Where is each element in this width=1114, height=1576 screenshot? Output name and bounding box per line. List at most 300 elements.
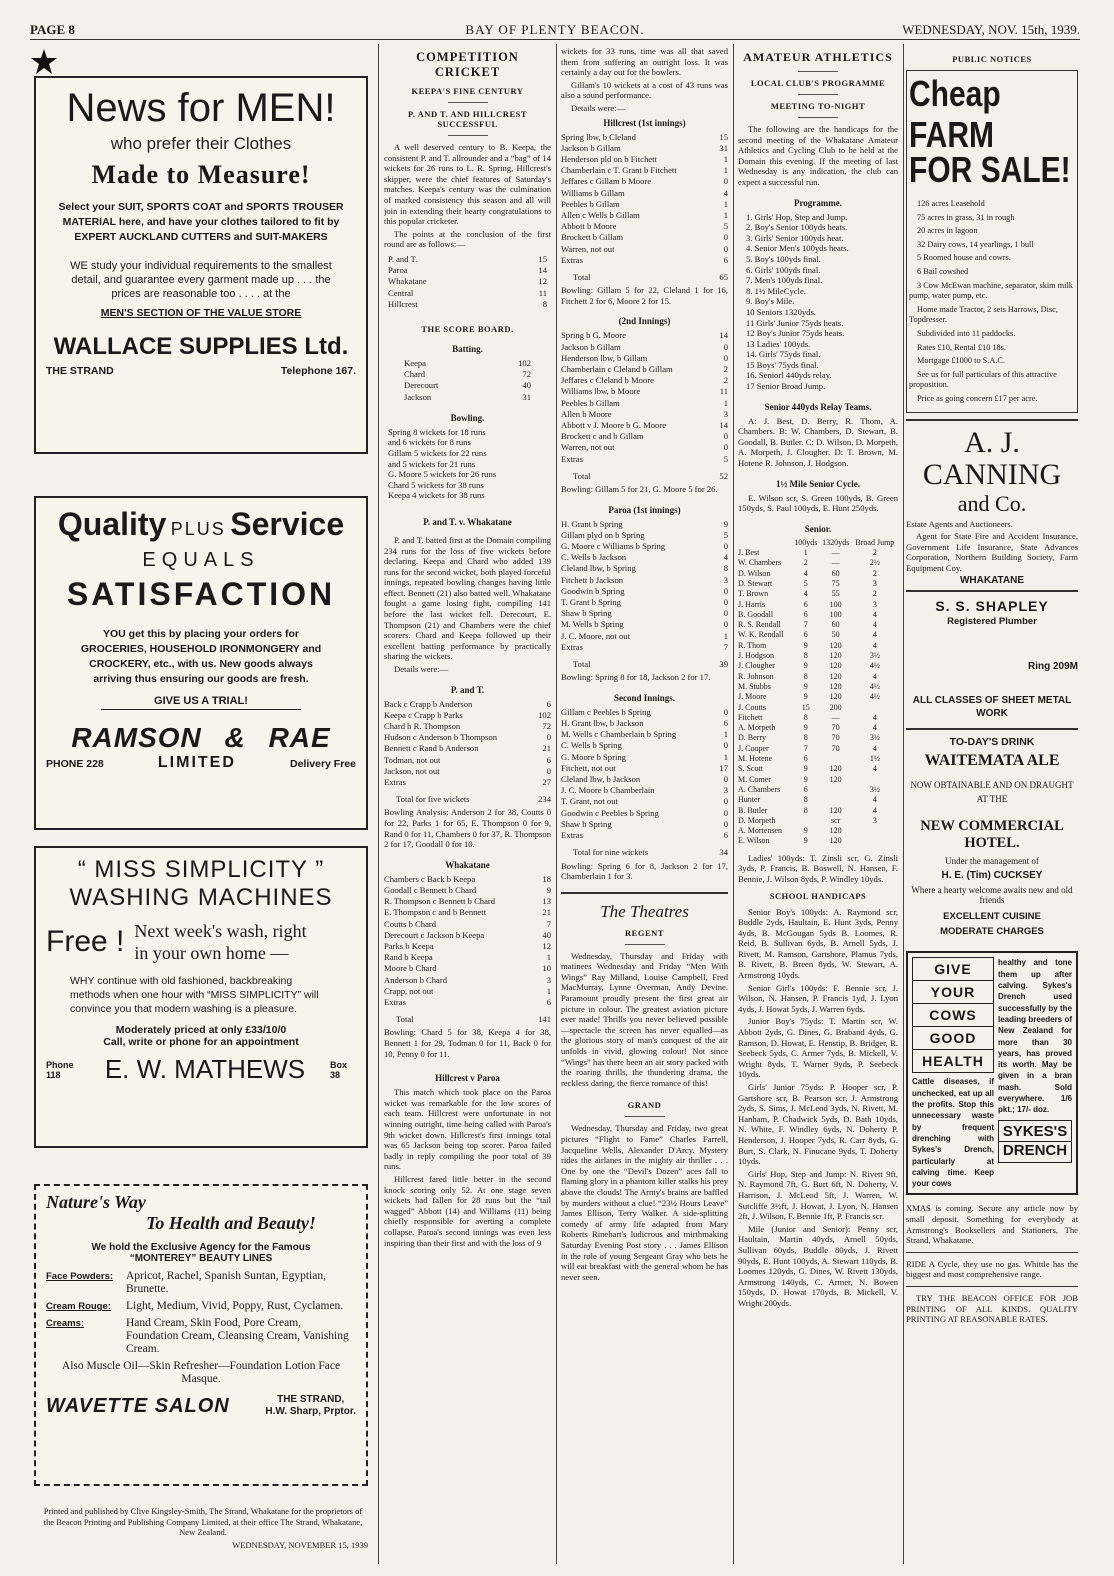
list-item [561, 442, 728, 453]
item-value: 6 [546, 754, 551, 765]
table-row [738, 723, 898, 733]
athlete-name: D. Wilson [738, 568, 771, 578]
item-label: Goodall c Bennett b Chard [384, 885, 477, 896]
handicap-cell: 3½ [869, 651, 880, 661]
ale-line-4: NEW COMMERCIAL HOTEL. [920, 818, 1064, 852]
xmas-notice: XMAS is coming. Secure any article now by small deposit. Something for everybody at Armstrong's Booksellers and Stationers, The Strand, Whakatane. [906, 1203, 1078, 1246]
ad-made-to-measure: Made to Measure! [91, 160, 311, 189]
item-value: 1 [546, 985, 551, 996]
table-row [738, 641, 898, 651]
handicap-cell: 7 [803, 620, 808, 630]
table-row [738, 620, 898, 630]
ad-wavette-salon [34, 1184, 368, 1486]
ad-monterey: “MONTEREY” BEAUTY LINES [129, 1253, 273, 1264]
list-item [384, 885, 551, 896]
table-row [738, 775, 898, 785]
list-item [384, 777, 551, 788]
item-value: 6 [723, 830, 728, 841]
ad-address: THE STRAND [46, 365, 114, 377]
table-header: Broad Jump [855, 537, 895, 547]
handicap-cell: 60 [831, 620, 840, 630]
programme-list [746, 212, 898, 392]
list-item [561, 530, 728, 541]
ad-ampersand: & [224, 722, 246, 753]
handicap-cell: 8 [803, 671, 808, 681]
athlete-name: Fitchett [738, 712, 763, 722]
ad-equals: EQUALS [142, 549, 260, 571]
table-row [738, 661, 898, 671]
ale-line-8: EXCELLENT CUISINE [943, 911, 1041, 923]
list-item: 3 Cow McEwan machine, separator, skim milk pump, water pump, etc. [909, 280, 1073, 301]
ad-subheadline: who prefer their Clothes [110, 134, 292, 153]
athletics-para: The following are the handicaps for the second meeting of the Whakatane Amateur Athletics and Cycling Club to be held at the Domain this evening. If the meeting of last Wednesday is any indication, the club can expect a successful run. [738, 124, 898, 187]
table-row [738, 785, 898, 795]
sykes-left-text: Cattle diseases, if unchecked, eat up all the profits. Stop this unnecessary waste by frequent drenching with Sykes's Drench, particularly at calving time. Keep your cows [912, 1077, 994, 1189]
ad-ramson-phone: PHONE 228 [46, 758, 104, 770]
item-value: 7 [546, 918, 551, 929]
ad-product-text: Hand Cream, Skin Food, Pore Cream, Foundation Cream, Cleansing Cream, Vanishing Cream. [126, 1317, 349, 1355]
list-item: 2. Boy's Senior 100yds heats. [746, 222, 848, 233]
table-row [738, 764, 898, 774]
item-label: Henderson pld on b Fitchett [561, 153, 657, 164]
scorecard [561, 330, 728, 464]
table-row [738, 795, 898, 805]
handicap-cell [852, 836, 898, 846]
item-value: 1 [723, 153, 728, 164]
item-label: Spring b G. Moore [561, 330, 626, 341]
item-value: 2 [723, 364, 728, 374]
table-header: 1320yds [822, 537, 850, 547]
table-row [738, 548, 898, 558]
item-value: 7 [723, 641, 728, 652]
handicap-cell: 4½ [869, 681, 880, 691]
ads-column [30, 44, 372, 1564]
ale-line-2: WAITEMATA ALE [924, 752, 1060, 770]
list-item [384, 930, 551, 941]
scorecard [384, 874, 551, 1008]
handicap-cell: 9 [803, 826, 808, 836]
ale-line-3: NOW OBTAINABLE AND ON DRAUGHT AT THE [910, 780, 1074, 805]
item-label: Extras [561, 453, 583, 464]
handicap-cell: 4 [872, 805, 877, 815]
item-value: 12 [538, 276, 547, 287]
canning-co: and Co. [957, 490, 1027, 516]
athlete-name: S. Scott [738, 764, 763, 774]
table-row [738, 600, 898, 610]
ad-rae-name: RAE [268, 722, 331, 753]
handicap-cell [820, 785, 852, 795]
handicap-cell: 4 [872, 712, 877, 722]
list-item [388, 299, 547, 310]
item-label: Brockett b Gillam [561, 232, 624, 243]
item-value: 31 [719, 142, 728, 153]
list-item [561, 796, 728, 807]
athletics-subtitle: LOCAL CLUB'S PROGRAMME [750, 78, 886, 88]
item-label: C. Wells b Jackson [561, 552, 627, 563]
give-word: GIVE [912, 957, 994, 981]
item-value: 1 [723, 751, 728, 762]
list-item [388, 265, 547, 276]
handicap-cell: 1 [803, 548, 808, 558]
ad-product-row [46, 1270, 356, 1296]
handicap-cell: 4 [803, 589, 808, 599]
list-item: 9. Boy's Mile. [746, 296, 795, 307]
list-item [561, 763, 728, 774]
item-value: 17 [719, 762, 728, 773]
scorecard-total: Total 52 [573, 470, 728, 481]
handicap-cell: 9 [803, 640, 808, 650]
list-item [384, 941, 551, 952]
list-item [561, 752, 728, 763]
item-label: G. Moore b Spring [561, 751, 626, 762]
item-value: 9 [546, 885, 551, 896]
handicap-cell: 8 [803, 733, 808, 743]
list-item [561, 519, 728, 530]
handicap-cell: 7 [803, 743, 808, 753]
item-label: Todman, not out [384, 754, 441, 765]
farm-headline-2: FOR SALE! [909, 151, 1071, 191]
handicap-cell: 4 [872, 795, 877, 805]
item-value: 1 [546, 952, 551, 963]
ad-ramson-body: YOU get this by placing your orders for GROCERIES, HOUSEHOLD IRONMONGERY and CROCKERY, etc., with us. New goods always arriving thus ensuring our goods are fresh. [80, 628, 322, 685]
table-row [738, 610, 898, 620]
cricket-title: COMPETITION CRICKET [416, 50, 519, 79]
innings-title: Hillcrest (1st innings) [603, 117, 686, 128]
handicap-cell: 120 [829, 826, 842, 836]
list-item [384, 874, 551, 885]
printing-notice: TRY THE BEACON OFFICE FOR JOB PRINTING OF ALL KINDS. QUALITY PRINTING AT REASONABLE RATES. [906, 1293, 1078, 1325]
ad-own-home: in your own home — [134, 943, 289, 963]
item-label: Derecourt [404, 380, 439, 391]
list-item [561, 386, 728, 397]
farm-details [909, 199, 1075, 405]
item-label: C. Wells b Spring [561, 740, 622, 751]
item-label: Peebles b Gillam [561, 198, 620, 209]
item-value: 0 [723, 619, 728, 630]
item-value: 5 [723, 453, 728, 464]
handicap-cell: 50 [831, 630, 840, 640]
item-label: Goodwin c Peebles b Spring [561, 807, 659, 818]
handicap-cell: 120 [829, 836, 842, 846]
handicap-cell [852, 775, 898, 785]
handicap-cell: 120 [829, 671, 842, 681]
item-label: Allen b Moore [561, 408, 612, 419]
item-label: Paroa [388, 265, 408, 276]
item-label: Jackson, not out [384, 765, 440, 776]
item-label: J. C. Moore, not out [561, 630, 630, 641]
cricket-para: The points at the conclusion of the first round are as follows:— [384, 228, 551, 250]
list-item [561, 132, 728, 143]
item-label: Henderson lbw, b Gillam [561, 352, 648, 363]
shapley-phone: Ring 209M [1027, 661, 1078, 673]
scorecard-total: Total for nine wickets 34 [573, 847, 728, 858]
table-row [738, 806, 898, 816]
item-value: 0 [723, 243, 728, 254]
handicap-cell: 4 [872, 743, 877, 753]
list-item [561, 642, 728, 653]
ad-delivery: Delivery Free [290, 758, 356, 770]
item-value: 0 [723, 774, 728, 785]
match-title: P. and T. v. Whakatane [423, 516, 512, 527]
handicap-cell: 2 [872, 568, 877, 578]
item-value: 0 [723, 597, 728, 608]
list-item [561, 541, 728, 552]
handicap-cell: 200 [829, 702, 842, 712]
handicap-cell: 3 [872, 815, 877, 825]
handicap-cell: 70 [831, 723, 840, 733]
item-value: 13 [542, 896, 551, 907]
theatres-title: The Theatres [600, 901, 689, 921]
athlete-name: M. Comer [738, 774, 771, 784]
item-label: M. Wells b Spring [561, 619, 624, 630]
theatre-para: Wednesday, Thursday and Friday with matinees Wednesday and Friday “Men With Wings” Ray Milland, Louise Campbell, Fred MacMurray, Lynne Overman, Andy Devine. Paramount proudly present the first great air picture in colour. The greatest aviation picture ever made! Thrills you never believed possible —spectacle the screen has never equalled—as the glorious story of man's conquest of the air unfolds in vivid, glowing colour! Not since “Wings” has there been an air story packed with the roaring thrills, the thundering drama, the reckless daring, the fierce romance of this! [561, 950, 728, 1088]
ad-ramson-rae [34, 496, 368, 830]
ad-service: Service [230, 506, 345, 542]
handicap-cell: 120 [829, 764, 842, 774]
handicap-cell: — [831, 558, 840, 568]
item-label: Goodwin b Spring [561, 585, 625, 596]
shapley-ad [906, 590, 1078, 720]
item-label: Back c Crapp b Anderson [384, 698, 473, 709]
bowling-analysis: Bowling Analysis: Anderson 2 for 38, Coutts 0 for 22, Parks 1 for 65, E. Thompson 0 for 9, Rand 0 for 11, Chambers 0 for 37, R. Thompson 2 for 17, Goodall 0 for 10. [384, 807, 551, 850]
ad-limited: LIMITED [157, 754, 236, 771]
ad-call: Call, write or phone for an appointment [103, 1036, 299, 1048]
list-item [561, 255, 728, 266]
list-item [384, 997, 551, 1008]
list-item: 126 acres Leasehold [917, 199, 985, 208]
list-item [404, 369, 531, 380]
athlete-name: B. Butler [738, 805, 768, 815]
list-item: Subdivided into 11 paddocks. [917, 328, 1016, 338]
ad-salon-address: THE STRAND, [277, 1394, 345, 1405]
handicap-cell: 8 [803, 651, 808, 661]
list-item [561, 364, 728, 375]
athlete-name: W. Chambers [738, 558, 782, 568]
athlete-name: J. Clougher [738, 661, 775, 671]
list-item [561, 330, 728, 341]
column-rule [556, 44, 557, 1564]
list-item [561, 143, 728, 154]
shapley-name: S. S. SHAPLEY [935, 598, 1049, 615]
list-item [561, 188, 728, 199]
handicap-cell: 3½ [869, 733, 880, 743]
bowling-title: Bowling. [450, 412, 485, 423]
list-item [384, 986, 551, 997]
handicap-cell: 9 [803, 723, 808, 733]
athlete-name: M. Hotene [738, 754, 773, 764]
ad-miss-simplicity [34, 846, 368, 1148]
list-item [384, 919, 551, 930]
ad-product-row [46, 1300, 356, 1313]
list-item [561, 575, 728, 586]
handicap-cell: 4 [872, 630, 877, 640]
imprint: Printed and published by Clive Kingsley-Smith, The Strand, Whakatane for the proprietors of the Beacon Printing and Publishing Company Limited, at their office The Strand, Whakatane, New Zealand. [43, 1506, 363, 1538]
item-value: 0 [723, 442, 728, 453]
sykes-brand: SYKES'S [1002, 1122, 1068, 1140]
table-row [738, 630, 898, 640]
scorecard-total: Total for five wickets 234 [396, 794, 551, 805]
handicap-cell: scr [830, 815, 841, 825]
athlete-name: A. Mortensen [738, 826, 782, 836]
handicap-cell: 15 [801, 702, 810, 712]
bowling-analysis: Bowling: Chard 5 for 38, Keepa 4 for 38, Bennett 1 for 29, Todman 0 for 11, Back 0 for 10, Penny 0 for 11. [384, 1027, 551, 1059]
item-label: Chamberlain c T. Grant b Fitchett [561, 165, 677, 176]
handicap-cell: 3 [872, 599, 877, 609]
handicap-cell: 2 [872, 548, 877, 558]
table-row [738, 733, 898, 743]
item-value: 72 [542, 721, 551, 732]
list-item [384, 907, 551, 918]
handicap-cell: 60 [831, 568, 840, 578]
item-value: 14 [719, 420, 728, 431]
item-value: 4 [723, 187, 728, 198]
handicap-cell: 9 [803, 661, 808, 671]
list-item [388, 288, 547, 299]
list-item: Mortgage £1000 to S.A.C. [917, 356, 1006, 366]
athlete-name: J. Hodgson [738, 651, 775, 661]
item-label: Hudson c Anderson b Thompson [384, 732, 497, 743]
item-label: Jackson [404, 391, 432, 402]
list-item: 8. 1½ MileCycle. [746, 285, 806, 296]
ad-product-text: Apricot, Rachel, Spanish Suntan, Egyptian, Brunette. [126, 1270, 326, 1295]
item-label: H. Grant lbw, b Jackson [561, 718, 644, 729]
handicap-cell: 4½ [869, 692, 880, 702]
item-value: 6 [723, 254, 728, 265]
list-item: 20 acres in lagoon [917, 226, 978, 236]
item-value: 0 [546, 732, 551, 743]
athletics-meeting: MEETING TO-NIGHT [770, 101, 866, 111]
item-label: Cleland lbw, b Jackson [561, 774, 641, 785]
list-item: 4. Senior Men's 100yds heats. [746, 243, 849, 254]
list-item: 12 Boy's Junior 75yds heats. [746, 328, 845, 339]
list-item [384, 963, 551, 974]
cycle-title: 1½ Mile Senior Cycle. [775, 478, 861, 489]
handicap-cell: 9 [803, 681, 808, 691]
innings-title: Second Innings. [613, 692, 676, 703]
item-value: 0 [723, 431, 728, 442]
item-label: Spring lbw, b Cleland [561, 131, 636, 142]
shapley-role: Registered Plumber [947, 616, 1037, 628]
handicap-cell: 9 [803, 764, 808, 774]
item-label: H. Grant b Spring [561, 518, 623, 529]
list-item [561, 819, 728, 830]
handicap-cell: 9 [803, 836, 808, 846]
cycle-handicaps: E. Wilson scr, S. Green 100yds, B. Green 150yds, S. Paul 100yds, E. Hunt 250yds. [738, 492, 898, 514]
ad-mathews: E. W. MATHEWS [104, 1054, 306, 1084]
ad-salon-name: WAVETTE SALON [46, 1394, 230, 1417]
table-row [738, 703, 898, 713]
handicap-cell: 8 [803, 712, 808, 722]
item-value: 1 [723, 397, 728, 408]
list-item [384, 975, 551, 986]
ad-free: Free ! [46, 925, 125, 958]
item-value: 6 [723, 718, 728, 729]
ale-line-5: Under the management of [945, 856, 1039, 867]
handicap-cell: 120 [829, 774, 842, 784]
scoreboard-title: THE SCORE BOARD. [421, 323, 514, 334]
item-value: 27 [542, 777, 551, 788]
sykes-product: DRENCH [999, 1141, 1071, 1160]
list-item [561, 707, 728, 718]
scorecard [561, 519, 728, 653]
item-value: 102 [518, 357, 531, 368]
handicap-cell: 4½ [869, 661, 880, 671]
table-row [738, 836, 898, 846]
table-row [738, 672, 898, 682]
item-label: Rand b Keepa [384, 952, 433, 963]
cricket-subtitle: KEEPA'S FINE CENTURY [411, 86, 524, 96]
ad-plus: PLUS [170, 519, 226, 539]
list-item [404, 358, 531, 369]
item-label: Jackson b Gillam [561, 341, 621, 352]
athlete-name: D. Morpeth [738, 815, 776, 825]
item-label: P. and T. [388, 253, 418, 264]
handicap-cell: 4 [872, 640, 877, 650]
ad-satisfaction: SATISFACTION [66, 576, 336, 612]
athlete-name: W. K. Rendall [738, 630, 784, 640]
list-item [561, 454, 728, 465]
item-value: 18 [542, 873, 551, 884]
scorecard [561, 707, 728, 841]
table-row [738, 579, 898, 589]
list-item [388, 254, 547, 265]
list-item [561, 210, 728, 221]
list-item [384, 755, 551, 766]
handicap-cell: 2 [803, 558, 808, 568]
item-value: 11 [538, 287, 547, 298]
item-value: 3 [546, 974, 551, 985]
handicap-cell: — [831, 712, 840, 722]
item-label: Crapp, not out [384, 985, 434, 996]
handicap-cell: 4 [872, 620, 877, 630]
athlete-name: D. Berry [738, 733, 766, 743]
handicap-cell: — [831, 548, 840, 558]
item-label: Abbott b Moore [561, 221, 617, 232]
ad-next-week: Next week's wash, right [134, 921, 307, 941]
item-label: Extras [561, 641, 583, 652]
list-item [561, 154, 728, 165]
ad-headline: News for MEN! [66, 86, 336, 130]
athlete-name: T. Brown [738, 589, 769, 599]
athlete-name: D. Stewart [738, 579, 773, 588]
list-item [388, 276, 547, 287]
athlete-name: E. Wilson [738, 836, 770, 846]
innings-title: Paroa (1st innings) [608, 504, 681, 515]
item-label: Chard b R. Thompson [384, 721, 461, 732]
shapley-service: ALL CLASSES OF SHEET METAL WORK [912, 695, 1072, 720]
item-value: 0 [723, 352, 728, 363]
item-label: Extras [384, 997, 406, 1008]
ale-line-1: TO-DAY'S DRINK [949, 736, 1035, 749]
list-item [404, 392, 531, 403]
list-item [561, 808, 728, 819]
handicap-cell: 9 [803, 774, 808, 784]
list-item [561, 409, 728, 420]
list-item: 75 acres in grass, 31 in rough [917, 212, 1015, 222]
ad-cta: GIVE US A TRIAL! [101, 695, 301, 710]
list-item: 6. Girls' 100yds final. [746, 264, 821, 275]
item-value: 1 [723, 165, 728, 176]
cricket-cont-column [561, 44, 728, 1564]
list-item: Keepa 4 wickets for 38 runs [388, 490, 485, 501]
handicap-cell: 4 [872, 671, 877, 681]
canning-role: Estate Agents and Auctioneers. [906, 518, 1013, 529]
programme-title: Programme. [793, 197, 843, 208]
list-item [561, 420, 728, 431]
item-value: 15 [538, 253, 547, 264]
table-row [738, 744, 898, 754]
athlete-name: J. Moore [738, 692, 767, 702]
